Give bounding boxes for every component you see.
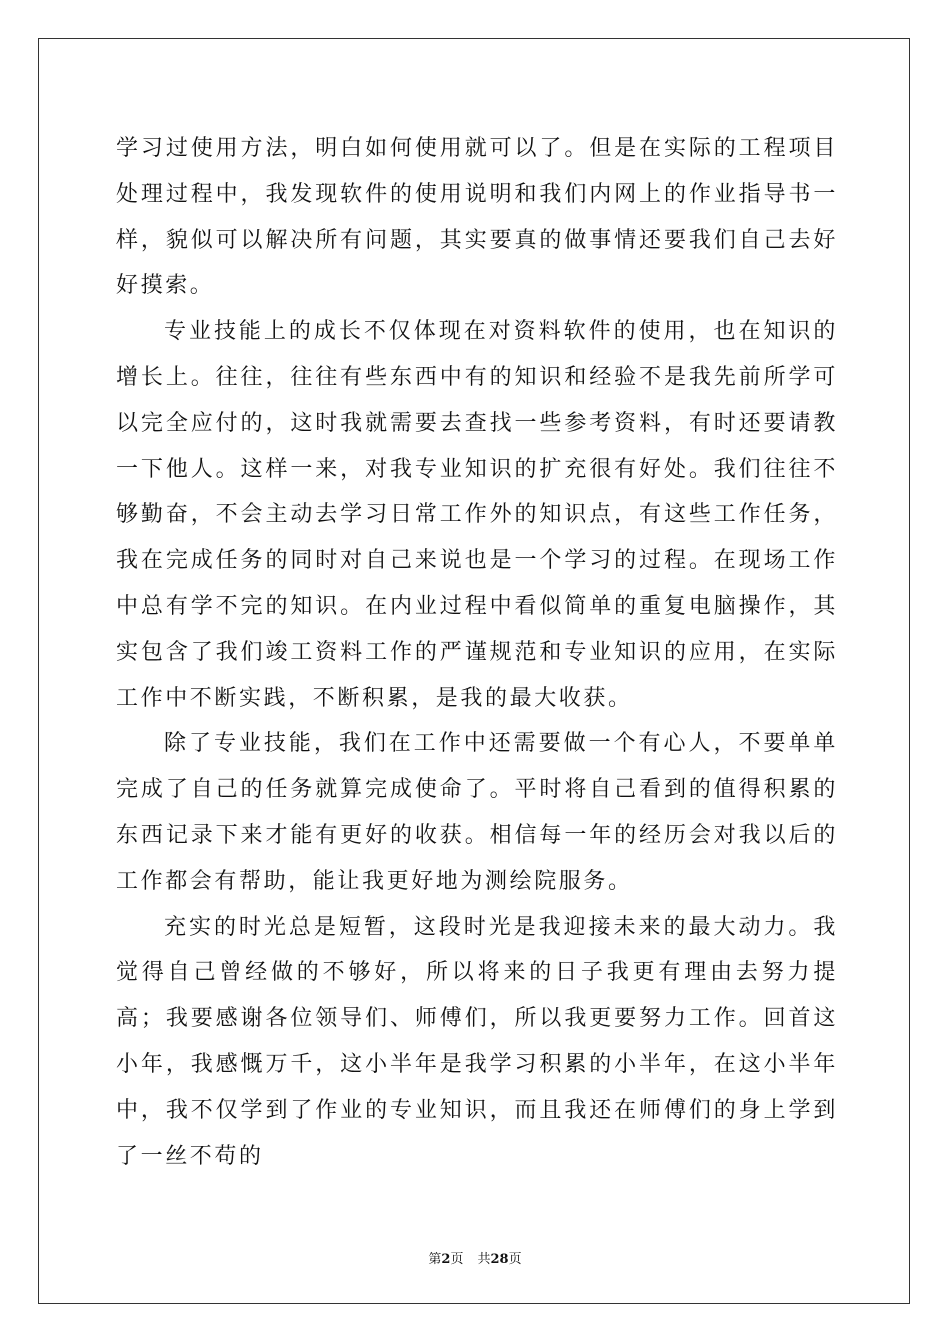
total-prefix: 共	[477, 1252, 491, 1267]
page-number: 2	[441, 1252, 451, 1267]
paragraph-3: 除了专业技能，我们在工作中还需要做一个有心人，不要单单完成了自己的任务就算完成使命了。平时将自己看到的值得积累的东西记录下来才能有更好的收获。相信每一年的经历会对我以后的工作都会有帮助，能让我更好地为测绘院服务。	[116, 731, 838, 894]
total-suffix: 页	[508, 1252, 522, 1267]
paragraph-4: 充实的时光总是短暂，这段时光是我迎接未来的最大动力。我觉得自己曾经做的不够好，所以将来的日子我更有理由去努力提高；我要感谢各位领导们、师傅们，所以我更要努力工作。回首这小年，我感慨万千，这小半年是我学习积累的小半年，在这小半年中，我不仅学到了作业的专业知识，而且我还在师傅们的身上学到了一丝不苟的	[116, 914, 838, 1169]
page-prefix: 第	[428, 1252, 442, 1267]
page-indicator	[428, 1252, 463, 1267]
document-body	[116, 126, 838, 1179]
page-footer	[0, 1248, 950, 1267]
page-suffix: 页	[450, 1252, 464, 1267]
total-pages-indicator	[477, 1252, 521, 1267]
total-number: 28	[490, 1252, 509, 1267]
paragraph-1: 学习过使用方法，明白如何使用就可以了。但是在实际的工程项目处理过程中，我发现软件的使用说明和我们内网上的作业指导书一样，貌似可以解决所有问题，其实要真的做事情还要我们自己去好好摸索。	[116, 136, 838, 299]
paragraph-2: 专业技能上的成长不仅体现在对资料软件的使用，也在知识的增长上。往往，往往有些东西中有的知识和经验不是我先前所学可以完全应付的，这时我就需要去查找一些参考资料，有时还要请教一下他人。这样一来，对我专业知识的扩充很有好处。我们往往不够勤奋，不会主动去学习日常工作外的知识点，有这些工作任务，我在完成任务的同时对自己来说也是一个学习的过程。在现场工作中总有学不完的知识。在内业过程中看似简单的重复电脑操作，其实包含了我们竣工资料工作的严谨规范和专业知识的应用，在实际工作中不断实践，不断积累，是我的最大收获。	[116, 319, 838, 711]
